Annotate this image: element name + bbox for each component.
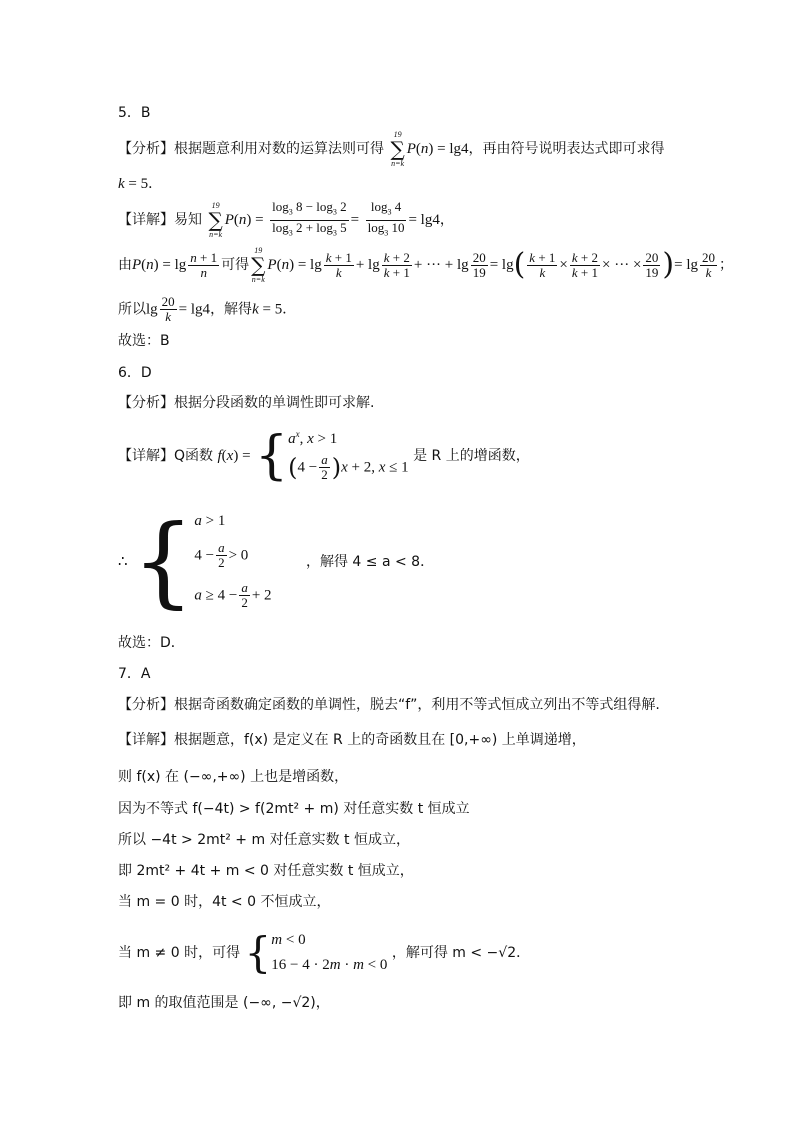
q5-analysis: 【分析】根据题意利用对数的运算法则可得 19 ∑ n=k P(n) = lg4，再由符号说明表达式即可求得 — [118, 130, 665, 168]
sum-symbol: 19 ∑ n=k — [390, 130, 405, 168]
q5-detail-line1: 【详解】易知 19 ∑ n=k P(n) = $\frac{\log_3 8 - \log_3 2}{\log_3 2 + \log_3 5}$ = $\frac{\log_3 4}{\log_3 10}$ = lg4， — [118, 199, 454, 240]
q5-analysis-end: k = 5． — [118, 176, 163, 192]
analysis-text: 根据题意利用对数的运算法则可得 — [174, 141, 384, 157]
q7-detail-line1: 【详解】根据题意，f(x) 是定义在 R 上的奇函数且在 [0,+∞) 上单调递增， — [118, 732, 586, 748]
q7-detail-line5: 即 2mt² + 4t + m < 0 对任意实数 t 恒成立， — [118, 863, 414, 879]
q5-heading: 5．B — [118, 105, 151, 121]
q5-answer: 故选：B — [118, 333, 170, 349]
formula: P — [406, 141, 416, 157]
q7-detail-line3: 因为不等式 f(−4t) > f(2mt² + m) 对任意实数 t 恒成立 — [118, 801, 470, 817]
q7-analysis: 【分析】根据奇函数确定函数的单调性，脱去“f”，利用不等式恒成立列出不等式组得解. — [118, 697, 660, 713]
q6-analysis: 【分析】根据分段函数的单调性即可求解. — [118, 395, 375, 411]
q5-detail-line3: 所以lg $\frac{20}{k}$ = lg4，解得k = 5． — [118, 294, 297, 324]
detail-tag: 【详解】 — [118, 212, 174, 229]
q7-detail-line2: 则 f(x) 在 (−∞,+∞) 上也是增函数， — [118, 769, 349, 785]
piecewise-function: { $a^x$, x > 1 (4 − $\frac{a}{2}$ )x + 2, x ≤ 1 — [255, 426, 409, 486]
q7-heading: 7．A — [118, 666, 151, 682]
q7-detail-line4: 所以 −4t > 2mt² + m 对任意实数 t 恒成立， — [118, 832, 410, 848]
q6-answer: 故选：D． — [118, 635, 185, 651]
q5-detail-line2: 由P(n) = lg $\frac{n + 1}{n}$ 可得 19 ∑ n=k P(n) = lg $\frac{k + 1}{k}$ + lg $\frac{k + 2}{k + 1}$ + ··· + lg $\frac{20}{19}$ = lg( $\frac{k + 1}{k}$ × $\frac{k + 2}{k + 1}$ × ··· × $\frac{20}{19}$ )= lg $\frac{20}{k}$ ； — [118, 246, 734, 284]
inequality-system: { a > 1 4 − $\frac{a}{2}$ > 0 a ≥ 4 − $\frac{a}{2}$ + 2 — [132, 505, 272, 619]
q6-detail: 【详解】Q函数 f(x) = { $a^x$, x > 1 (4 − $\frac{a}{2}$ )x + 2, x ≤ 1 是 R 上的增函数， — [118, 426, 530, 486]
q7-detail-line7: 当 m ≠ 0 时，可得 { m < 0 16 − 4 · 2m · m < 0 ，解可得 m < −√2． — [118, 928, 531, 977]
q6-system: ∴ { a > 1 4 − $\frac{a}{2}$ > 0 a ≥ 4 − $\frac{a}{2}$ + 2 ，解得 4 ≤ a < 8． — [118, 505, 435, 619]
q7-detail-line6: 当 m = 0 时，4t < 0 不恒成立， — [118, 894, 331, 910]
q7-detail-line8: 即 m 的取值范围是 (−∞, −√2)， — [118, 995, 330, 1011]
analysis-text-2: ，再由符号说明表达式即可求得 — [468, 141, 665, 157]
analysis-tag: 【分析】 — [118, 141, 174, 157]
condition-system: { m < 0 16 − 4 · 2m · m < 0 — [244, 928, 388, 977]
q6-heading: 6．D — [118, 365, 152, 381]
